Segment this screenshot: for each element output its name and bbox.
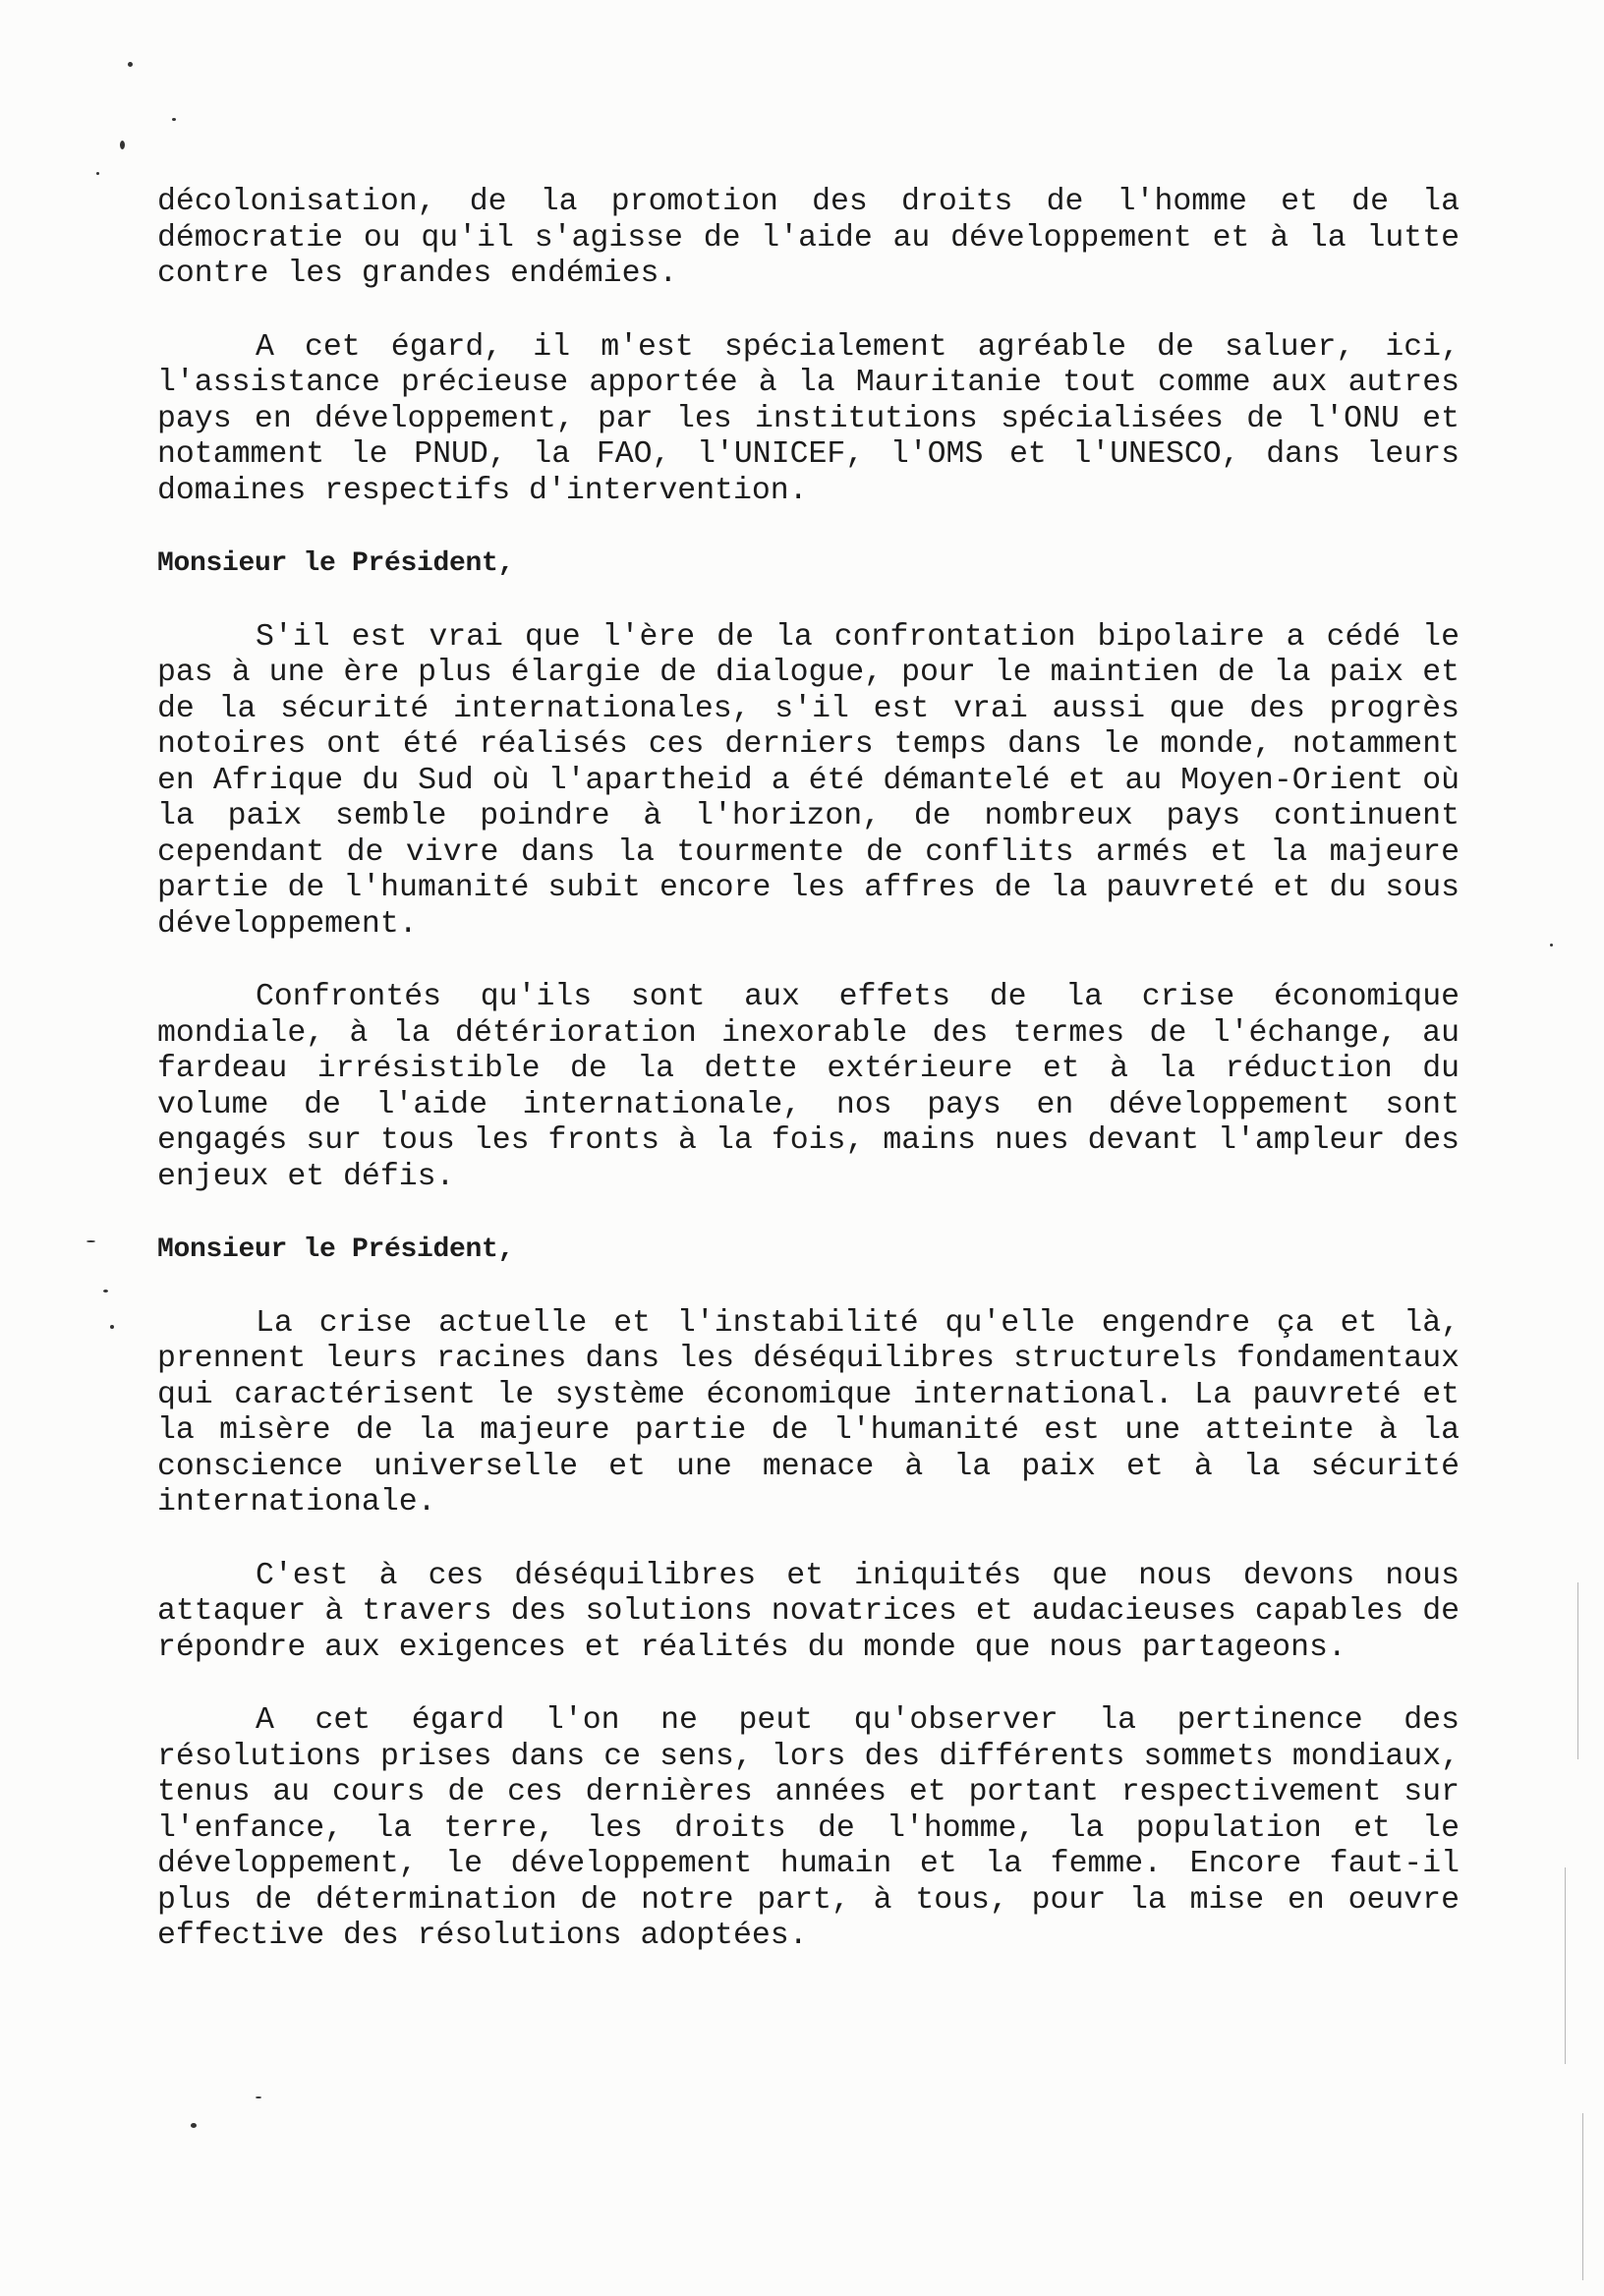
scan-speck [191, 2123, 197, 2128]
scan-speck [120, 141, 125, 149]
paragraph: La crise actuelle et l'instabilité qu'elle engendre ça et là, prennent leurs racines dans les déséquilibres structurels fondamentaux qui caractérisent le système économique international. La pauvreté et la misère de la majeure partie de l'humanité est une atteinte à la conscience universelle et une menace à la paix et à la sécurité internationale. [157, 1305, 1460, 1520]
scan-speck [86, 1240, 95, 1242]
scan-speck [110, 1325, 114, 1329]
document-body [157, 185, 1460, 1955]
scan-edge-line [1565, 1867, 1566, 2064]
paragraph: décolonisation, de la promotion des droits de l'homme et de la démocratie ou qu'il s'agisse de l'aide au développement et à la lutte contre les grandes endémies. [157, 185, 1460, 291]
scan-speck [128, 62, 133, 67]
section-heading: Monsieur le Président, [157, 1234, 515, 1265]
section-heading: Monsieur le Président, [157, 548, 515, 579]
scan-edge-line [1582, 2113, 1583, 2280]
scan-edge-line [1577, 1582, 1578, 1759]
scan-speck [256, 2096, 261, 2098]
paragraph: Confrontés qu'ils sont aux effets de la crise économique mondiale, à la détérioration inexorable des termes de l'échange, au fardeau irrésistible de la dette extérieure et à la réduction du volume de l'aide internationale, nos pays en développement sont engagés sur tous les fronts à la fois, mains nues devant l'ampleur des enjeux et défis. [157, 980, 1460, 1194]
scan-speck [103, 1290, 108, 1292]
paragraph: C'est à ces déséquilibres et iniquités que nous devons nous attaquer à travers des solutions novatrices et audacieuses capables de répondre aux exigences et réalités du monde que nous partageons. [157, 1558, 1460, 1665]
scan-speck [96, 172, 99, 175]
paragraph: A cet égard l'on ne peut qu'observer la pertinence des résolutions prises dans ce sens, lors des différents sommets mondiaux, tenus au cours de ces dernières années et portant respectivement sur l'enfance, la terre, les droits de l'homme, la population et le développement, le développement humain et la femme. Encore faut-il plus de détermination de notre part, à tous, pour la mise en oeuvre effective des résolutions adoptées. [157, 1703, 1460, 1953]
scan-speck [1550, 944, 1553, 947]
paragraph: A cet égard, il m'est spécialement agréable de saluer, ici, l'assistance précieuse apportée à la Mauritanie tout comme aux autres pays en développement, par les institutions spécialisées de l'ONU et notamment le PNUD, la FAO, l'UNICEF, l'OMS et l'UNESCO, dans leurs domaines respectifs d'intervention. [157, 329, 1460, 508]
scan-speck [172, 118, 176, 121]
paragraph: S'il est vrai que l'ère de la confrontation bipolaire a cédé le pas à une ère plus élargie de dialogue, pour le maintien de la paix et de la sécurité internationales, s'il est vrai aussi que des progrès notoires ont été réalisés ces derniers temps dans le monde, notamment en Afrique du Sud où l'apartheid a été démantelé et au Moyen-Orient où la paix semble poindre à l'horizon, de nombreux pays continuent cependant de vivre dans la tourmente de conflits armés et la majeure partie de l'humanité subit encore les affres de la pauvreté et du sous développement. [157, 619, 1460, 942]
